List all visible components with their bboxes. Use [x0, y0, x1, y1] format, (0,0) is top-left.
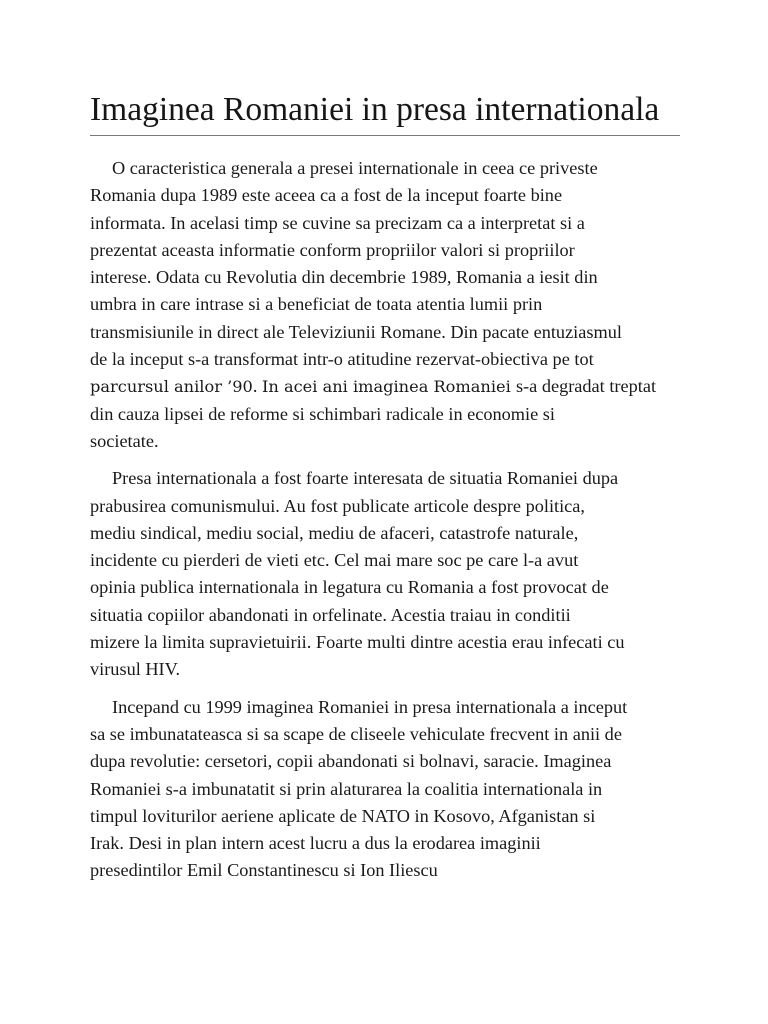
text-fragment: In acei ani imaginea Romaniei [261, 377, 516, 397]
text-line: virusul HIV. [90, 659, 181, 680]
document-title: Imaginea Romaniei in presa internationala [90, 91, 660, 128]
text-line: Romania dupa 1989 este aceea ca a fost de la inceput foarte bine [90, 185, 563, 206]
text-line: sa se imbunatateasca si sa scape de cliseele vehiculate frecvent in anii de [90, 723, 622, 744]
text-fragment: . [252, 376, 262, 397]
text-line: incidente cu pierderi de vieti etc. Cel mai mare soc pe care l-a avut [90, 550, 579, 571]
paragraph-3 [90, 694, 680, 885]
title-underline [90, 135, 680, 136]
text-line: situatia copiilor abandonati in orfelinate. Acestia traiau in conditii [90, 604, 571, 625]
text-line: mediu sindical, mediu social, mediu de afaceri, catastrofe naturale, [90, 522, 579, 543]
text-line: Romaniei s-a imbunatatit si prin alaturarea la coalitia internationala in [90, 778, 603, 799]
text-line: de la inceput s-a transformat intr-o atitudine rezervat-obiectiva pe tot [90, 349, 594, 370]
text-line: timpul loviturilor aeriene aplicate de NATO in Kosovo, Afganistan si [90, 805, 596, 826]
text-line: informata. In acelasi timp se cuvine sa precizam ca a interpretat si a [90, 212, 585, 233]
text-line: opinia publica internationala in legatura cu Romania a fost provocat de [90, 577, 609, 598]
text-line: din cauza lipsei de reforme si schimbari radicale in economie si [90, 403, 555, 424]
text-line: Irak. Desi in plan intern acest lucru a dus la erodarea imaginii [90, 833, 541, 854]
text-line: O caracteristica generala a presei internationale in ceea ce priveste [112, 158, 598, 178]
text-line: Presa internationala a fost foarte interesata de situatia Romaniei dupa [112, 468, 619, 489]
text-line: transmisiunile in direct ale Televiziunii Romane. Din pacate entuziasmul [90, 321, 622, 342]
text-line: presedintilor Emil Constantinescu si Ion Iliescu [90, 860, 438, 881]
paragraph-2 [90, 465, 680, 683]
paragraph-1 [90, 155, 680, 455]
text-line: prezentat aceasta informatie conform propriilor valori si propriilor [90, 239, 575, 260]
text-line: Incepand cu 1999 imaginea Romaniei in presa internationala a inceput [112, 696, 628, 717]
text-line: societate. [90, 430, 159, 451]
text-line: umbra in care intrase si a beneficiat de toata atentia lumii prin [90, 294, 543, 315]
text-fragment: s-a degradat treptat [515, 376, 657, 397]
document-page [90, 88, 680, 895]
text-line: interese. Odata cu Revolutia din decembrie 1989, Romania a iesit din [90, 267, 598, 288]
text-fragment: parcursul anilor ’90 [90, 377, 253, 397]
text-line: prabusirea comunismului. Au fost publicate articole despre politica, [90, 495, 585, 516]
text-line-mixed-font [90, 373, 680, 400]
text-line: dupa revolutie: cersetori, copii abandonati si bolnavi, saracie. Imaginea [90, 751, 612, 772]
text-line: mizere la limita supravietuirii. Foarte multi dintre acestia erau infecati cu [90, 632, 625, 653]
